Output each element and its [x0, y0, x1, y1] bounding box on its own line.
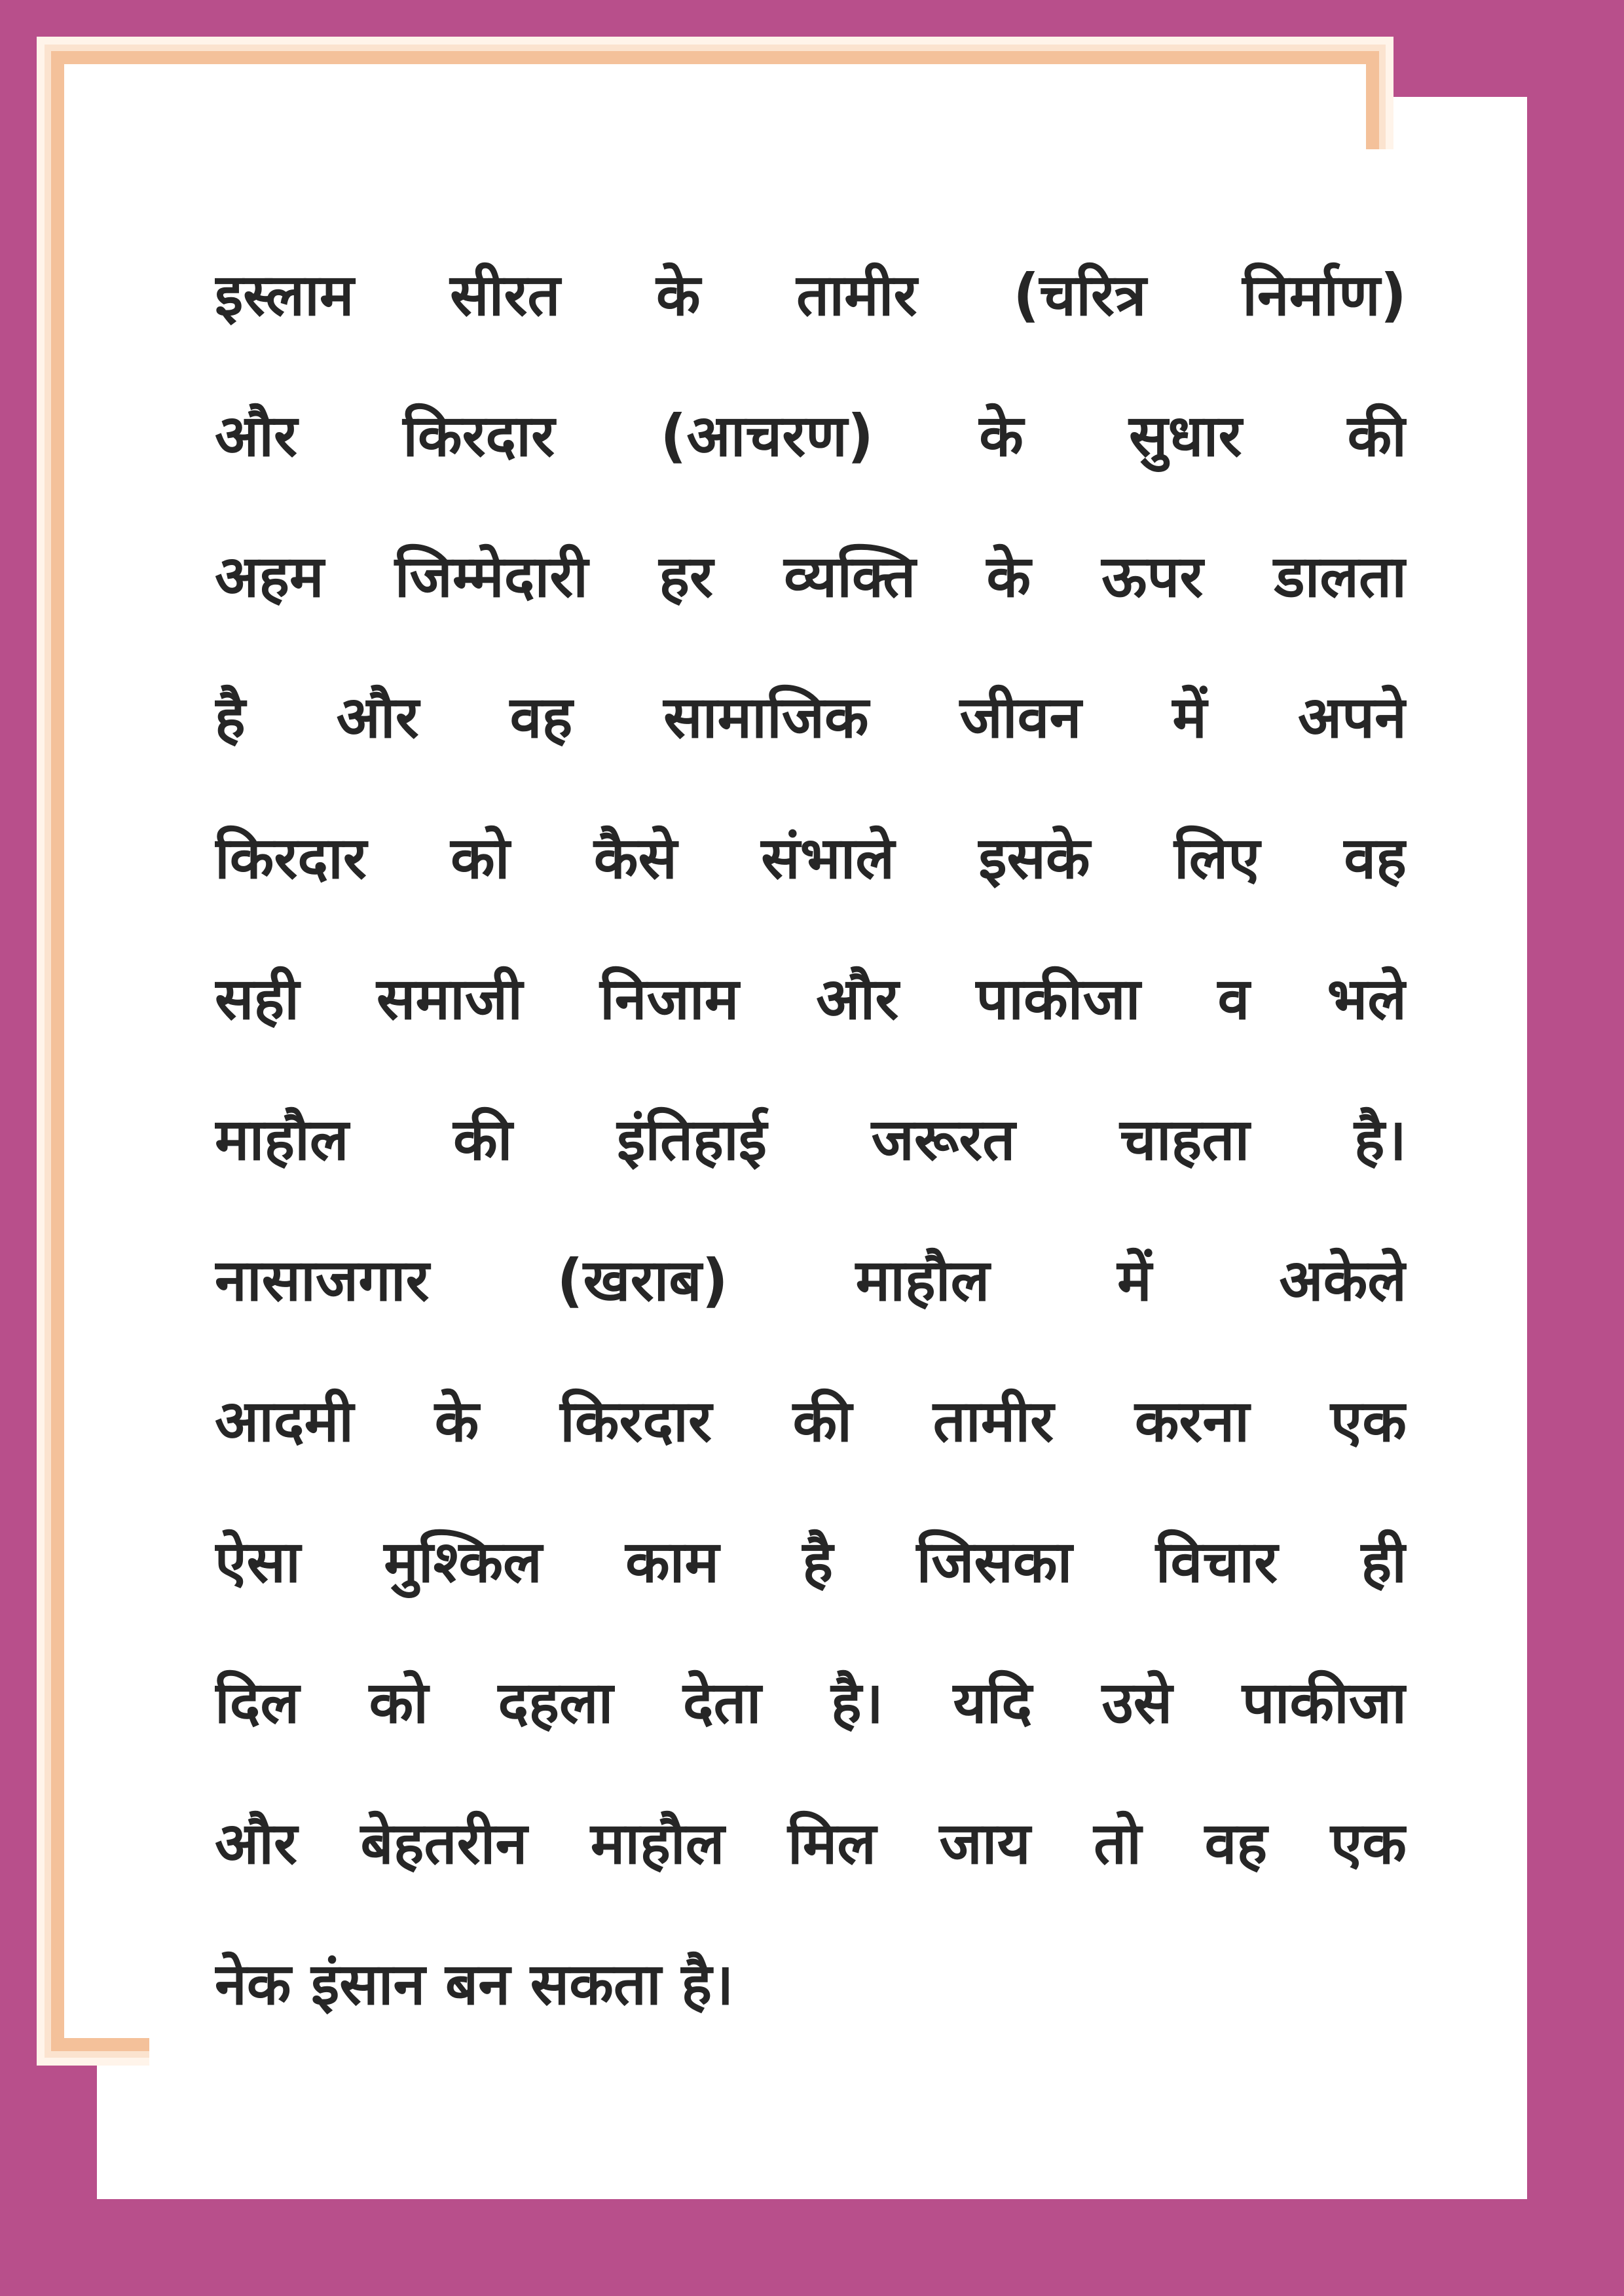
- text-line-7: माहौल की इंतिहाई जरूरत चाहता है।: [215, 1106, 1407, 1173]
- text-line-2: और किरदार (आचरण) के सुधार की: [215, 402, 1407, 469]
- text-line-5: किरदार को कैसे संभाले इसके लिए वह: [215, 824, 1407, 892]
- text-line-9: आदमी के किरदार की तामीर करना एक: [215, 1387, 1407, 1455]
- text-line-8: नासाजगार (खराब) माहौल में अकेले: [215, 1247, 1407, 1314]
- text-line-10: ऐसा मुश्किल काम है जिसका विचार ही: [215, 1528, 1407, 1595]
- text-line-11: दिल को दहला देता है। यदि उसे पाकीजा: [215, 1669, 1407, 1736]
- text-line-4: है और वह सामाजिक जीवन में अपने: [215, 683, 1407, 751]
- text-line-3: अहम जिम्मेदारी हर व्यक्ति के ऊपर डालता: [215, 543, 1407, 610]
- text-line-13: नेक इंसान बन सकता है।: [215, 1950, 734, 2018]
- text-line-12: और बेहतरीन माहौल मिल जाय तो वह एक: [215, 1810, 1407, 1877]
- text-block: [215, 225, 1407, 2054]
- text-line-6: सही समाजी निजाम और पाकीजा व भले: [215, 965, 1407, 1032]
- text-line-1: इस्लाम सीरत के तामीर (चरित्र निर्माण): [215, 261, 1407, 329]
- page-content: [149, 149, 1475, 2147]
